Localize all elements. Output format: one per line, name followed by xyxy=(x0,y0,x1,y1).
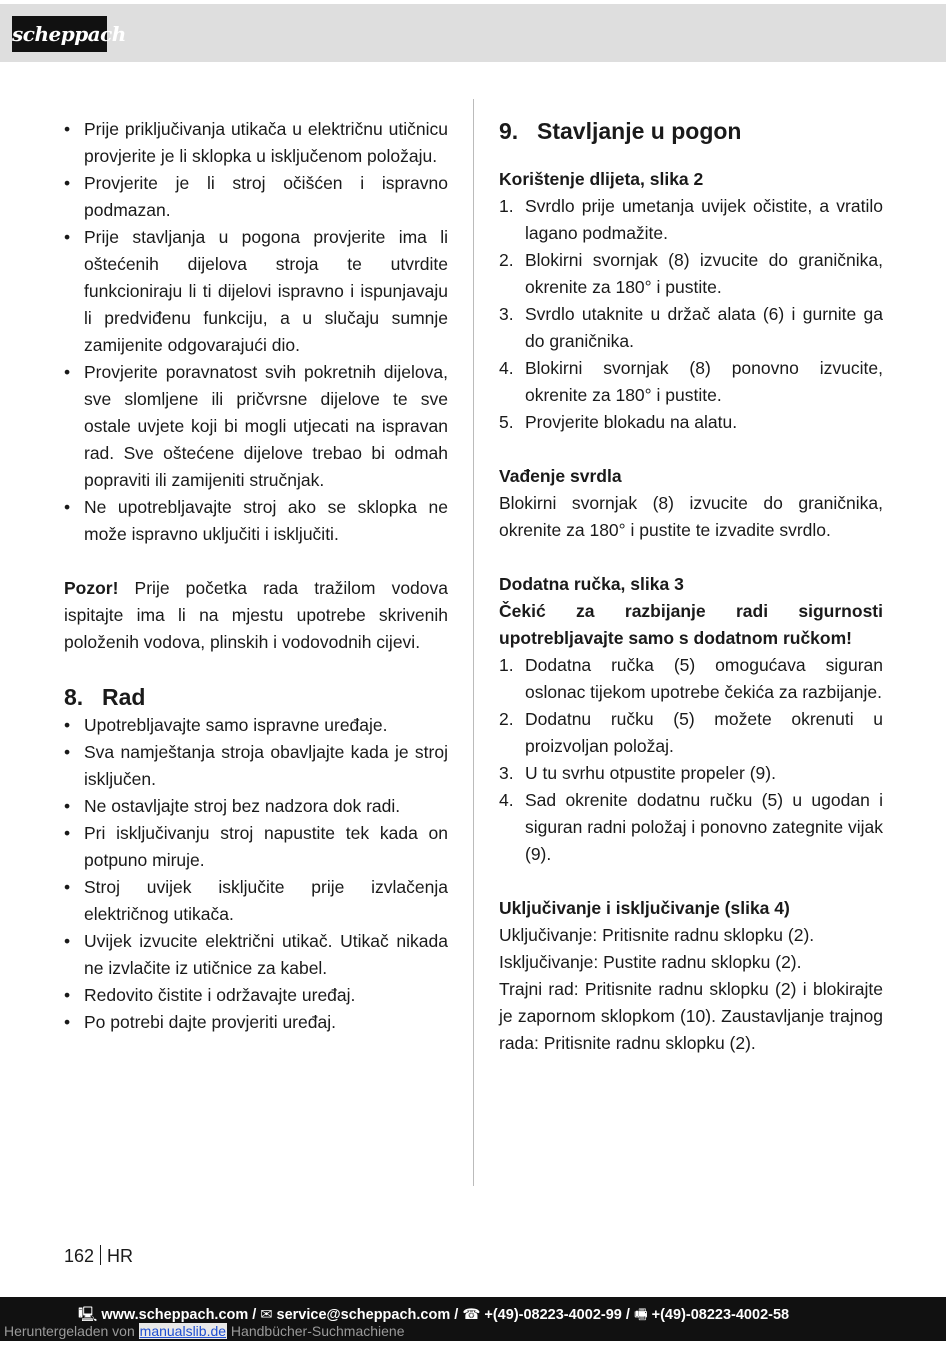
list-item: • Provjerite je li stroj očišćen i ispravno podmazan. xyxy=(64,170,448,224)
manualslib-link[interactable]: manualslib.de xyxy=(139,1323,227,1339)
website-link[interactable]: www.scheppach.com / xyxy=(101,1307,257,1323)
switch-off-text: Isključivanje: Pustite radnu sklopku (2). xyxy=(499,952,802,972)
warning-text: Prije početka rada tražilom vodova ispitajte ima li na mjestu upotrebe skrivenih položenih vodova, plinskih i vodovodnih cijevi. xyxy=(64,578,448,652)
list-item: 2. Blokirni svornjak (8) izvucite do graničnika, okrenite za 180° i pustite. xyxy=(499,250,883,297)
handle-warning: Čekić za razbijanje radi sigurnosti upotrebljavajte samo s dodatnom ručkom! xyxy=(499,601,883,648)
section-title: Rad xyxy=(102,684,146,710)
right-column xyxy=(499,116,883,1057)
list-item: • Stroj uvijek isključite prije izvlačenja električnog utikača. xyxy=(64,874,448,928)
warning-paragraph xyxy=(64,575,448,656)
list-item: 5. Provjerite blokadu na alatu. xyxy=(499,412,738,432)
removal-heading: Vađenje svrdla xyxy=(499,466,622,486)
page-separator xyxy=(100,1245,101,1265)
list-item: 4. Sad okrenite dodatnu ručku (5) u ugodan i siguran radni položaj i ponovno zategnite vijak (9). xyxy=(499,790,884,864)
chisel-steps xyxy=(499,193,883,436)
list-item: • Provjerite poravnatost svih pokretnih dijelova, sve slomljene ili pričvrsne dijelove te sve ostale uvjete koji bi mogli utjecati na ispravan rad. Sve oštećene dijelove trebao bi odmah popraviti ili zamijeniti stručnjak. xyxy=(64,359,448,494)
list-item: 4. Blokirni svornjak (8) ponovno izvucite, okrenite za 180° i pustite. xyxy=(499,358,883,405)
list-item: • Pri isključivanju stroj napustite tek kada on potpuno miruje. xyxy=(64,820,448,874)
chisel-heading: Korištenje dlijeta, slika 2 xyxy=(499,169,704,189)
list-item: • Redovito čistite i održavajte uređaj. xyxy=(64,982,448,1009)
removal-text: Blokirni svornjak (8) izvucite do graničnika, okrenite za 180° i pustite te izvadite svrdlo. xyxy=(499,493,883,540)
section-number: 9. xyxy=(499,118,519,144)
section-number: 8. xyxy=(64,684,84,710)
section-heading-9 xyxy=(499,116,883,146)
list-item: • Uvijek izvucite električni utikač. Utikač nikada ne izvlačite iz utičnice za kabel. xyxy=(64,928,448,982)
list-item: 3. U tu svrhu otpustite propeler (9). xyxy=(499,763,776,783)
list-item: 2. Dodatnu ručku (5) možete okrenuti u proizvoljan položaj. xyxy=(499,709,883,756)
footer-contact xyxy=(78,1306,789,1324)
download-note: Heruntergeladen von manualslib.de Handbücher-Suchmachiene xyxy=(4,1323,405,1339)
column-divider xyxy=(473,99,474,1186)
section-title: Stavljanje u pogon xyxy=(537,118,742,144)
language-code: HR xyxy=(107,1246,134,1266)
list-item: • Po potrebi dajte provjeriti uređaj. xyxy=(64,1009,448,1036)
handle-heading: Dodatna ručka, slika 3 xyxy=(499,574,684,594)
list-item: 1. Dodatna ručka (5) omogućava siguran oslonac tijekom upotrebe čekića za razbijanje. xyxy=(499,655,883,702)
list-item: • Upotrebljavajte samo ispravne uređaje. xyxy=(64,712,448,739)
list-item: • Ne ostavljajte stroj bez nadzora dok radi. xyxy=(64,793,448,820)
email-link[interactable]: service@scheppach.com / xyxy=(276,1307,459,1323)
switch-heading: Uključivanje i isključivanje (slika 4) xyxy=(499,898,790,918)
safety-checklist xyxy=(64,116,448,548)
handle-steps xyxy=(499,652,883,868)
continuous-run-text: Trajni rad: Pritisnite radnu sklopku (2) i blokirajte je zapornom sklopkom (10). Zaustavljanje trajnog rada: Pritisnite radnu sklopku (2). xyxy=(499,979,883,1053)
phone-number: +(49)-08223-4002-99 / xyxy=(484,1307,630,1323)
footer-bar xyxy=(0,1297,946,1341)
mail-icon: ✉ xyxy=(260,1307,273,1323)
fax-number: +(49)-08223-4002-58 xyxy=(651,1307,790,1323)
warning-label: Pozor! xyxy=(64,578,119,598)
list-item: • Sva namještanja stroja obavljajte kada je stroj isključen. xyxy=(64,739,448,793)
section-heading-8 xyxy=(64,682,448,712)
list-item: • Ne upotrebljavajte stroj ako se sklopka ne može ispravno uključiti i isključiti. xyxy=(64,494,448,548)
page-number: 162 HR xyxy=(64,1246,134,1266)
list-item: 3. Svrdlo utaknite u držač alata (6) i gurnite ga do graničnika. xyxy=(499,304,883,351)
computer-icon: 🖳 xyxy=(78,1307,98,1323)
switch-on-text: Uključivanje: Pritisnite radnu sklopku (2). xyxy=(499,925,815,945)
header-band xyxy=(0,4,946,62)
list-item: • Prije priključivanja utikača u električnu utičnicu provjerite je li sklopka u isključenom položaju. xyxy=(64,116,448,170)
brand-logo: scheppach xyxy=(12,16,107,52)
left-column xyxy=(64,116,448,1036)
fax-icon: 🖷 xyxy=(633,1307,648,1323)
list-item: 1. Svrdlo prije umetanja uvijek očistite, a vratilo lagano podmažite. xyxy=(499,196,883,243)
list-item: • Prije stavljanja u pogona provjerite ima li oštećenih dijelova stroja te utvrdite funkcioniraju li ti dijelovi ispravno i ispunjavaju li predviđenu funkciju, a u slučaju sumnje zamijenite odgovarajući dio. xyxy=(64,224,448,359)
operation-list xyxy=(64,712,448,1036)
phone-icon: ☎ xyxy=(462,1307,481,1323)
